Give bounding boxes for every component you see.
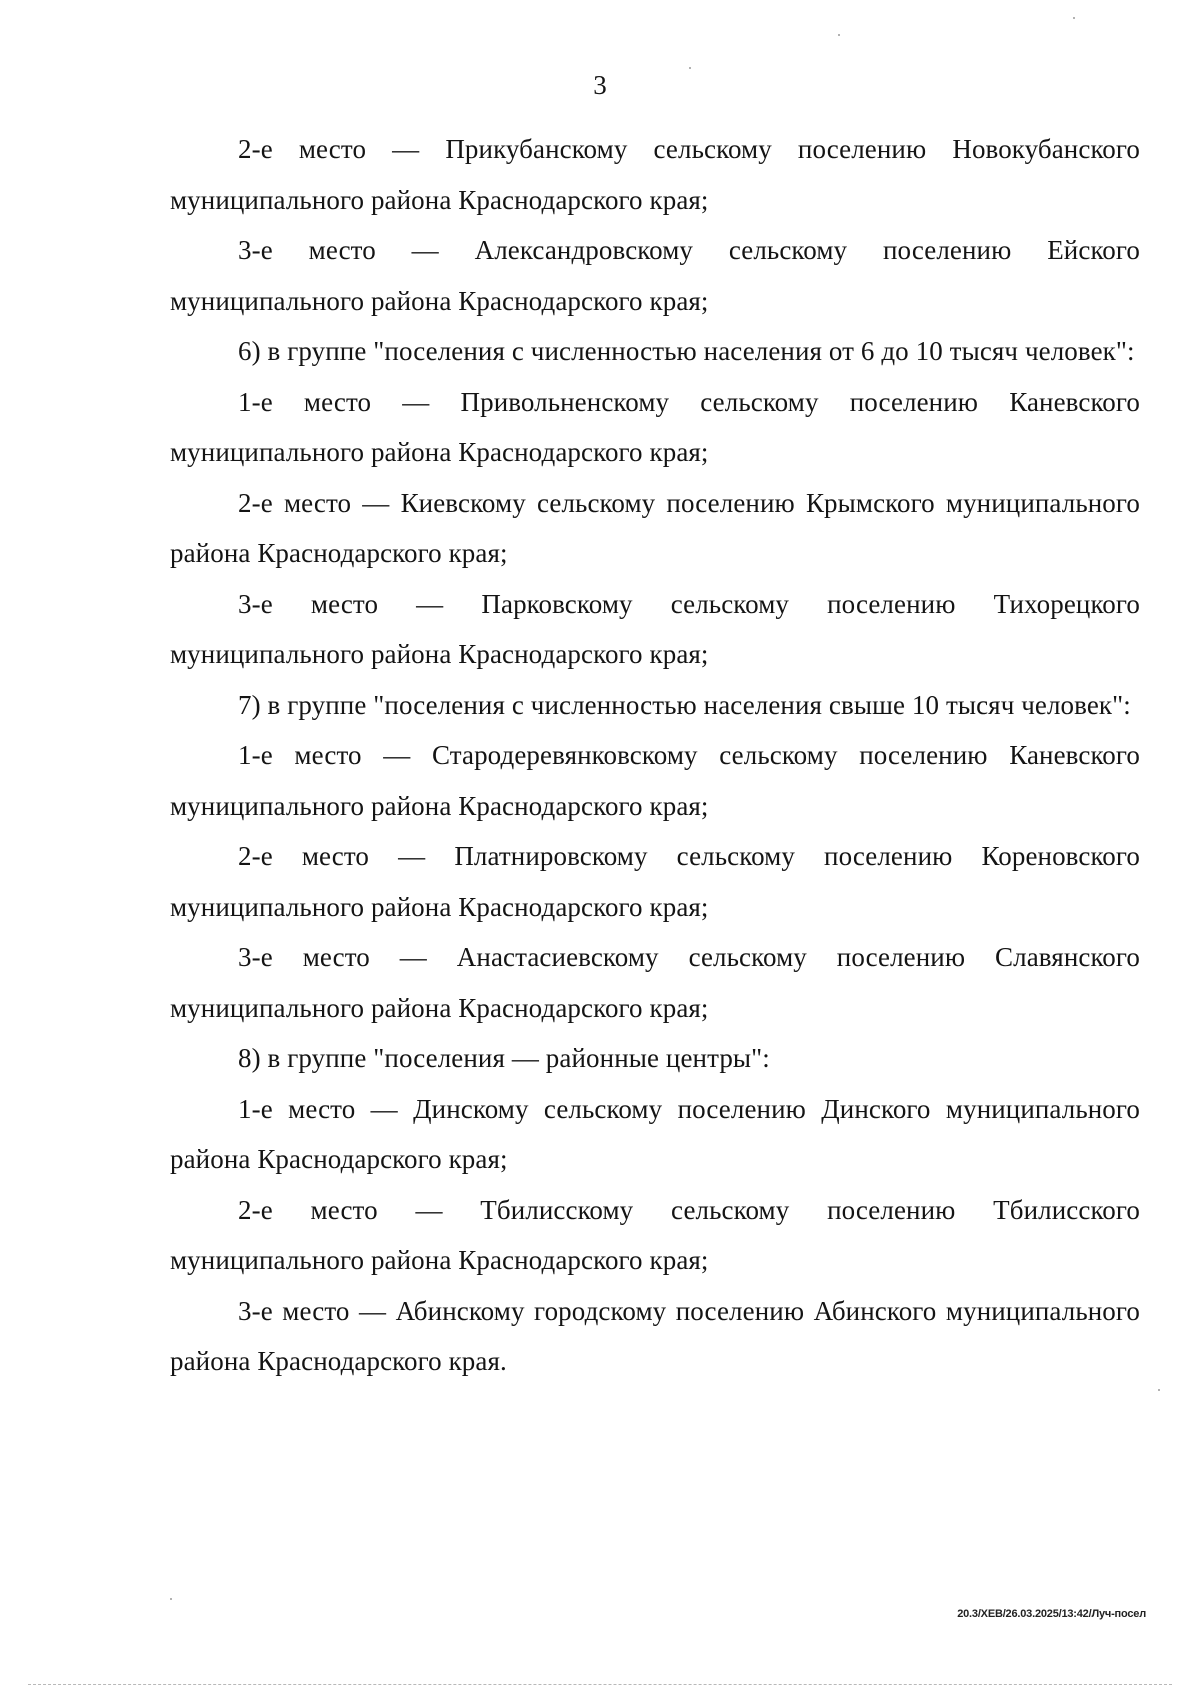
paragraph: 2-е место — Киевскому сельскому поселению Крымского муниципального района Краснодарского края; (170, 487, 1140, 568)
page-bottom-edge (28, 1684, 1172, 1685)
paragraph: 3-е место — Абинскому городскому поселению Абинского муниципального района Краснодарского края. (170, 1295, 1140, 1376)
page-number: 3 (593, 70, 607, 100)
paragraph: 1-е место — Привольненскому сельскому поселению Каневского муниципального района Краснодарского края; (170, 386, 1140, 467)
paragraph: 3-е место — Анастасиевскому сельскому поселению Славянского муниципального района Краснодарского края; (170, 942, 1140, 1023)
scan-speck (838, 34, 840, 36)
scan-speck (689, 67, 691, 69)
paragraph: 2-е место — Платнировскому сельскому поселению Кореновского муниципального района Краснодарского края; (170, 841, 1140, 922)
paragraph: 8) в группе "поселения — районные центры": (238, 1043, 770, 1073)
paragraph: 2-е место — Тбилисскому сельскому поселению Тбилисского муниципального района Краснодарского края; (170, 1194, 1140, 1275)
paragraph: 1-е место — Стародеревянковскому сельскому поселению Каневского муниципального района Краснодарского края; (170, 740, 1140, 821)
paragraph: 2-е место — Прикубанскому сельскому поселению Новокубанского муниципального района Краснодарского края; (170, 134, 1140, 215)
paragraph: 7) в группе "поселения с численностью населения свыше 10 тысяч человек": (238, 689, 1131, 720)
paragraph: 1-е место — Динскому сельскому поселению Динского муниципального района Краснодарского края; (170, 1093, 1140, 1174)
document-body (170, 124, 1140, 1387)
scan-speck (1158, 1389, 1160, 1391)
paragraph: 3-е место — Парковскому сельскому поселению Тихорецкого муниципального района Краснодарского края; (170, 588, 1140, 669)
paragraph: 3-е место — Александровскому сельскому поселению Ейского муниципального района Краснодарского края; (170, 235, 1140, 316)
scan-speck (170, 1598, 172, 1600)
scan-speck (1073, 17, 1075, 19)
document-registration-stamp: 20.3/ХЕВ/26.03.2025/13:42/Луч-посел (957, 1608, 1146, 1620)
paragraph: 6) в группе "поселения с численностью населения от 6 до 10 тысяч человек": (238, 336, 1135, 366)
